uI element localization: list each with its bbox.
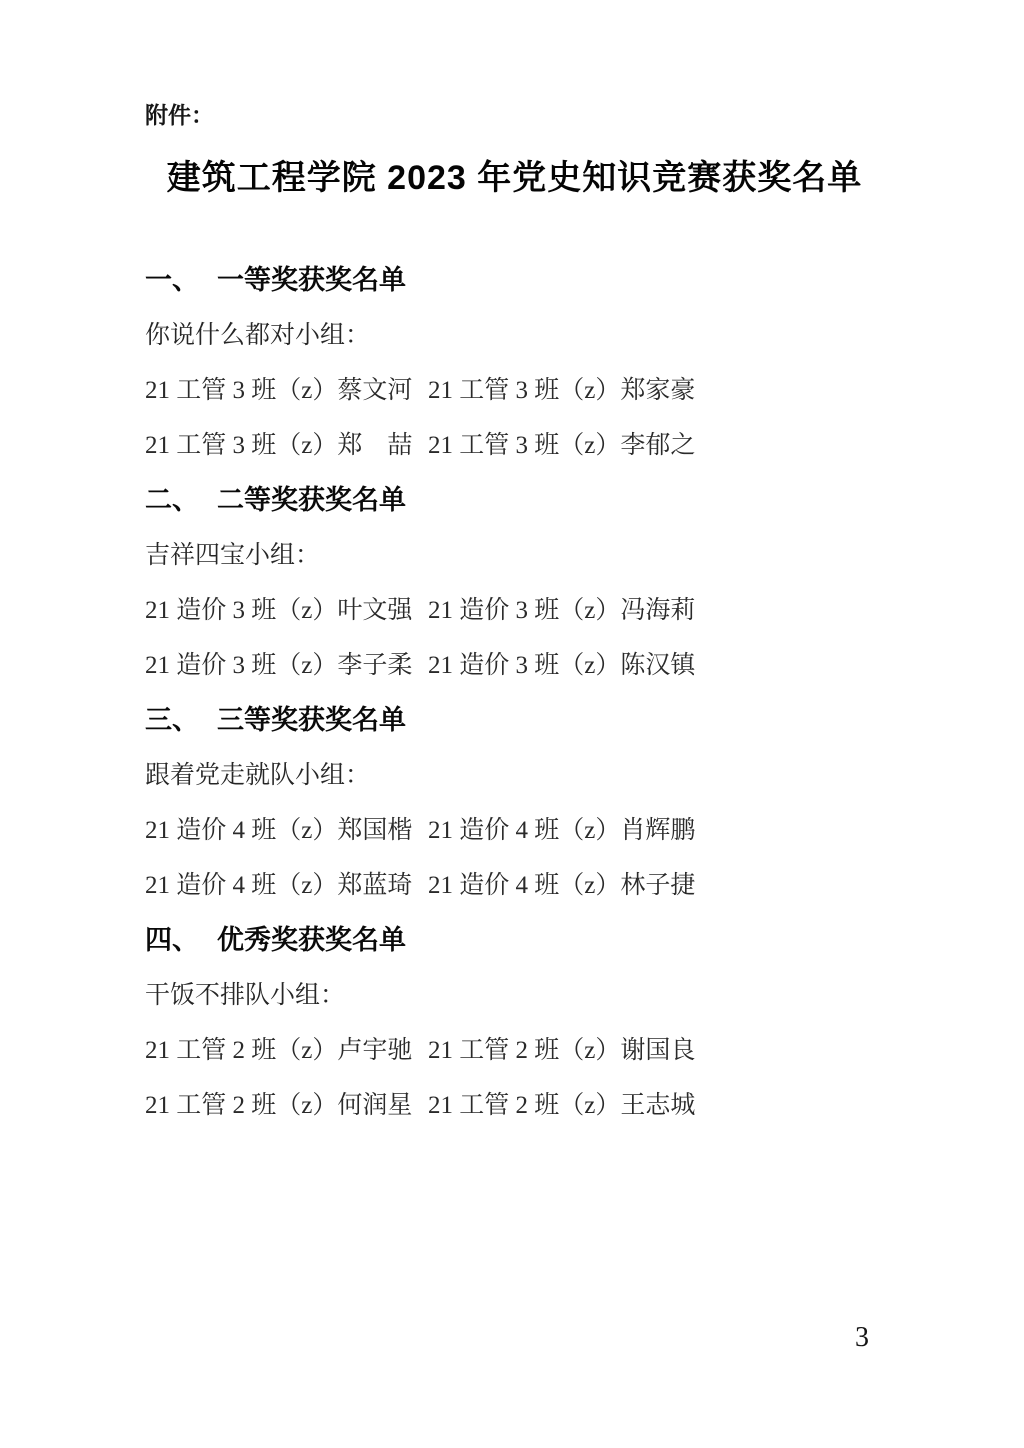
winner-entry: 21 工管 3 班（z）蔡文河 xyxy=(145,377,413,404)
group-name: 吉祥四宝小组： xyxy=(145,542,321,569)
group-name: 跟着党走就队小组： xyxy=(145,762,371,789)
section-number: 四、 xyxy=(145,925,199,955)
section-number: 三、 xyxy=(145,705,199,735)
winner-entry: 21 工管 3 班（z）郑 喆 xyxy=(145,432,413,459)
sections-container xyxy=(145,253,884,1133)
section-heading-label: 一等奖获奖名单 xyxy=(217,265,406,295)
winner-entry: 21 造价 3 班（z）陈汉镇 xyxy=(428,652,696,679)
winner-row xyxy=(145,803,884,858)
winner-row xyxy=(145,638,884,693)
section-heading xyxy=(145,253,884,308)
winner-entry: 21 工管 2 班（z）王志城 xyxy=(428,1092,696,1119)
winner-entry: 21 工管 2 班（z）谢国良 xyxy=(428,1037,696,1064)
section-heading-label: 三等奖获奖名单 xyxy=(217,705,406,735)
section-number: 一、 xyxy=(145,265,199,295)
section-heading xyxy=(145,473,884,528)
winner-row xyxy=(145,1023,884,1078)
winner-entry: 21 工管 3 班（z）郑家豪 xyxy=(428,377,696,404)
group-name: 你说什么都对小组： xyxy=(145,322,371,349)
attachment-label: 附件： xyxy=(145,102,214,128)
section-heading xyxy=(145,693,884,748)
winner-row xyxy=(145,583,884,638)
winner-entry: 21 造价 3 班（z）李子柔 xyxy=(145,652,413,679)
section-excellence-award xyxy=(145,913,884,1133)
section-first-prize xyxy=(145,253,884,473)
winner-entry: 21 造价 4 班（z）郑蓝琦 xyxy=(145,872,413,899)
section-heading xyxy=(145,913,884,968)
section-heading-label: 优秀奖获奖名单 xyxy=(217,925,406,955)
winner-entry: 21 造价 3 班（z）叶文强 xyxy=(145,597,413,624)
winner-entry: 21 造价 4 班（z）郑国楷 xyxy=(145,817,413,844)
winner-entry: 21 造价 4 班（z）林子捷 xyxy=(428,872,696,899)
winner-row xyxy=(145,1078,884,1133)
page-number: 3 xyxy=(855,1322,869,1353)
section-heading-label: 二等奖获奖名单 xyxy=(217,485,406,515)
document-title: 建筑工程学院 2023 年党史知识竞赛获奖名单 xyxy=(166,159,863,197)
winner-entry: 21 工管 2 班（z）卢宇驰 xyxy=(145,1037,413,1064)
group-name: 干饭不排队小组： xyxy=(145,982,346,1009)
winner-row xyxy=(145,418,884,473)
winner-row xyxy=(145,363,884,418)
winner-entry: 21 工管 3 班（z）李郁之 xyxy=(428,432,696,459)
section-third-prize xyxy=(145,693,884,913)
section-number: 二、 xyxy=(145,485,199,515)
winner-entry: 21 造价 3 班（z）冯海莉 xyxy=(428,597,696,624)
winner-entry: 21 造价 4 班（z）肖辉鹏 xyxy=(428,817,696,844)
section-second-prize xyxy=(145,473,884,693)
winner-entry: 21 工管 2 班（z）何润星 xyxy=(145,1092,413,1119)
winner-row xyxy=(145,858,884,913)
